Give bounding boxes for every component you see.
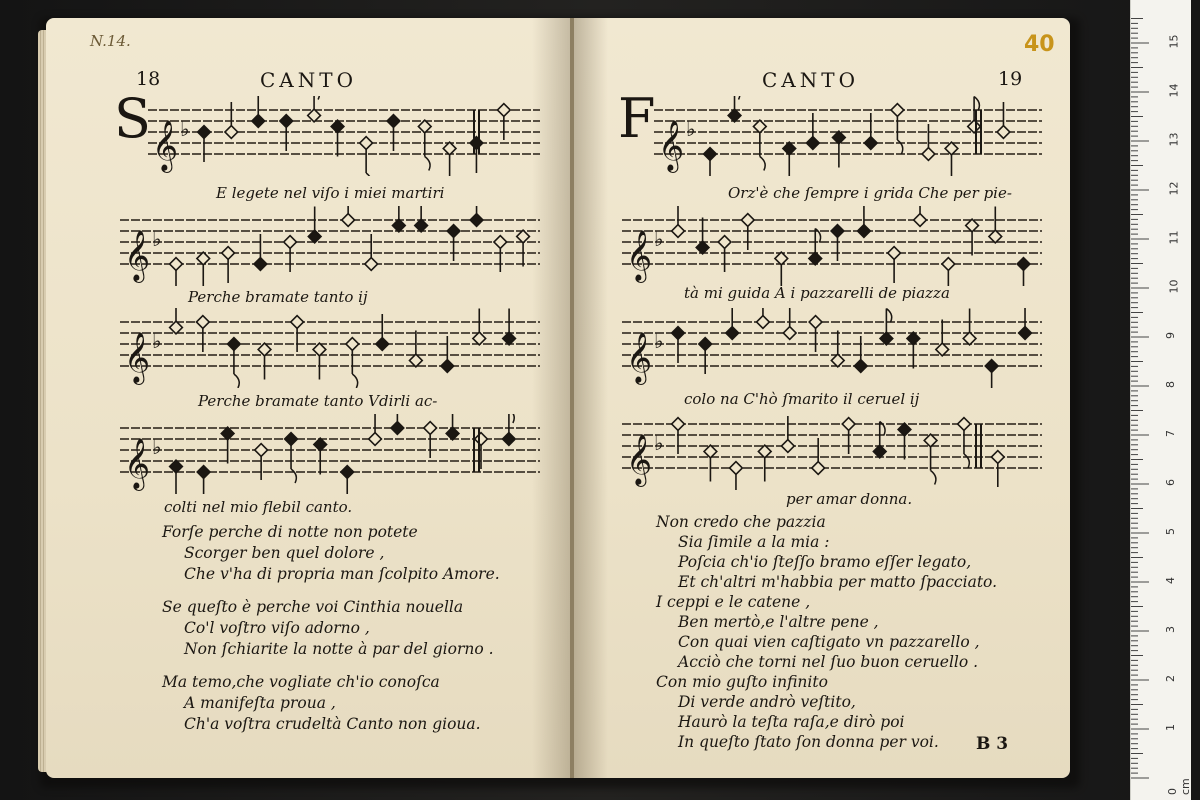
verse-line: Forſe perche di notte non potete	[162, 523, 418, 541]
verse-line: Ch'a voſtra crudeltà Canto non gioua.	[184, 715, 481, 733]
svg-text:♭: ♭	[152, 227, 162, 251]
ruler-label: 7	[1164, 430, 1177, 437]
svg-text:𝄞: 𝄞	[124, 230, 151, 281]
ruler-label: 4	[1164, 577, 1177, 584]
lyric-line: Orz'è che ſempre i grida Che per pie-	[728, 184, 1012, 202]
verse-line: Che v'ha di propria man ſcolpito Amore.	[184, 565, 500, 583]
svg-text:𝄞: 𝄞	[626, 230, 653, 281]
lyric-line: colti nel mio flebil canto.	[164, 498, 353, 516]
lyric-line: Perche bramate tanto Vdirli ac-	[198, 392, 438, 410]
ruler-label: 2	[1164, 675, 1177, 682]
stanza-break	[162, 660, 500, 672]
verse-line: In queſto ſtato ſon donna per voi.	[678, 733, 939, 751]
verse-line: Poſcia ch'io ſteſſo bramo eſſer legato,	[678, 553, 972, 571]
stanza-break	[162, 585, 500, 597]
music-staff-1	[144, 96, 544, 176]
verse-line: Co'l voſtro viſo adorno ,	[184, 619, 370, 637]
right-page	[574, 18, 1070, 778]
ruler-label: 6	[1164, 479, 1177, 486]
music-staff-1	[650, 96, 1046, 176]
lyric-line: E legete nel viſo i miei martiri	[216, 184, 445, 202]
ruler-label: 5	[1164, 528, 1177, 535]
ruler-label: 9	[1164, 332, 1177, 339]
svg-text:𝄞: 𝄞	[124, 332, 151, 383]
running-head: CANTO	[762, 68, 859, 92]
decorated-initial: S	[114, 87, 151, 150]
music-staff-4	[618, 410, 1046, 490]
running-head: CANTO	[260, 68, 357, 92]
ruler-label: 0 cm	[1166, 778, 1192, 795]
left-page	[46, 18, 572, 778]
ruler-label: 15	[1167, 34, 1181, 49]
verse-line: Con quai vien caſtigato vn pazzarello ,	[678, 633, 980, 651]
ruler-label: 1	[1164, 724, 1177, 731]
verse-line: Ben mertò,e l'altre pene ,	[678, 613, 879, 631]
svg-text:♭: ♭	[654, 227, 664, 251]
verse-line: Se queſto è perche voi Cinthia nouella	[162, 598, 464, 616]
music-staff-4	[116, 414, 544, 494]
poem-verses	[656, 512, 997, 752]
verse-line: Scorger ben quel dolore ,	[184, 544, 385, 562]
lyric-line: Perche bramate tanto ij	[188, 288, 368, 306]
ink-inscription: N.14.	[90, 32, 131, 50]
ruler-label: 12	[1167, 181, 1181, 196]
music-staff-2	[618, 206, 1046, 286]
lyric-line: tà mi guida A i pazzarelli de piazza	[684, 284, 950, 302]
svg-text:♭: ♭	[180, 117, 190, 141]
decorated-initial: F	[618, 87, 656, 150]
verse-line: Ma temo,che vogliate ch'io conoſca	[162, 673, 440, 691]
lyric-line: per amar donna.	[786, 490, 913, 508]
page-number: 19	[998, 68, 1023, 90]
svg-text:♭: ♭	[654, 431, 664, 455]
music-staff-2	[116, 206, 544, 286]
verse-line: I ceppi e le catene ,	[656, 593, 811, 611]
lyric-line: colo na C'hò ſmarito il ceruel ij	[684, 390, 920, 408]
verse-line: Haurò la teſta raſa,e dirò poi	[678, 713, 905, 731]
ruler-label: 14	[1167, 83, 1181, 98]
pencil-folio-number: 40	[1024, 32, 1055, 57]
music-staff-3	[618, 308, 1046, 388]
ruler-ticks	[1131, 0, 1191, 800]
verse-line: Sia ſimile a la mia :	[678, 533, 830, 551]
ruler-label: 13	[1167, 132, 1181, 147]
verse-line: Non credo che pazzia	[656, 513, 826, 531]
svg-text:𝄞: 𝄞	[626, 434, 653, 485]
svg-text:♭: ♭	[152, 329, 162, 353]
verse-line: Con mio guſto infinito	[656, 673, 828, 691]
verse-line: Et ch'altri m'habbia per matto ſpacciato.	[678, 573, 998, 591]
ruler-label: 10	[1167, 279, 1181, 294]
page-number: 18	[136, 68, 161, 90]
svg-text:♭: ♭	[654, 329, 664, 353]
signature-mark: B 3	[976, 734, 1009, 754]
ruler-label: 3	[1164, 626, 1177, 633]
svg-text:♭: ♭	[686, 117, 696, 141]
measuring-ruler	[1130, 0, 1191, 800]
verse-line: A manifeſta proua ,	[184, 694, 336, 712]
verse-line: Di verde andrò veſtito,	[678, 693, 856, 711]
svg-text:♭: ♭	[152, 435, 162, 459]
ruler-label: 8	[1164, 381, 1177, 388]
music-staff-3	[116, 308, 544, 388]
poem-verses	[162, 522, 500, 735]
ruler-label: 11	[1167, 230, 1181, 245]
svg-text:𝄞: 𝄞	[658, 120, 685, 171]
svg-text:𝄞: 𝄞	[124, 438, 151, 489]
svg-text:𝄞: 𝄞	[152, 120, 179, 171]
svg-text:𝄞: 𝄞	[626, 332, 653, 383]
verse-line: Non ſchiarite la notte à par del giorno .	[184, 640, 494, 658]
verse-line: Acciò che torni nel ſuo buon ceruello .	[678, 653, 979, 671]
